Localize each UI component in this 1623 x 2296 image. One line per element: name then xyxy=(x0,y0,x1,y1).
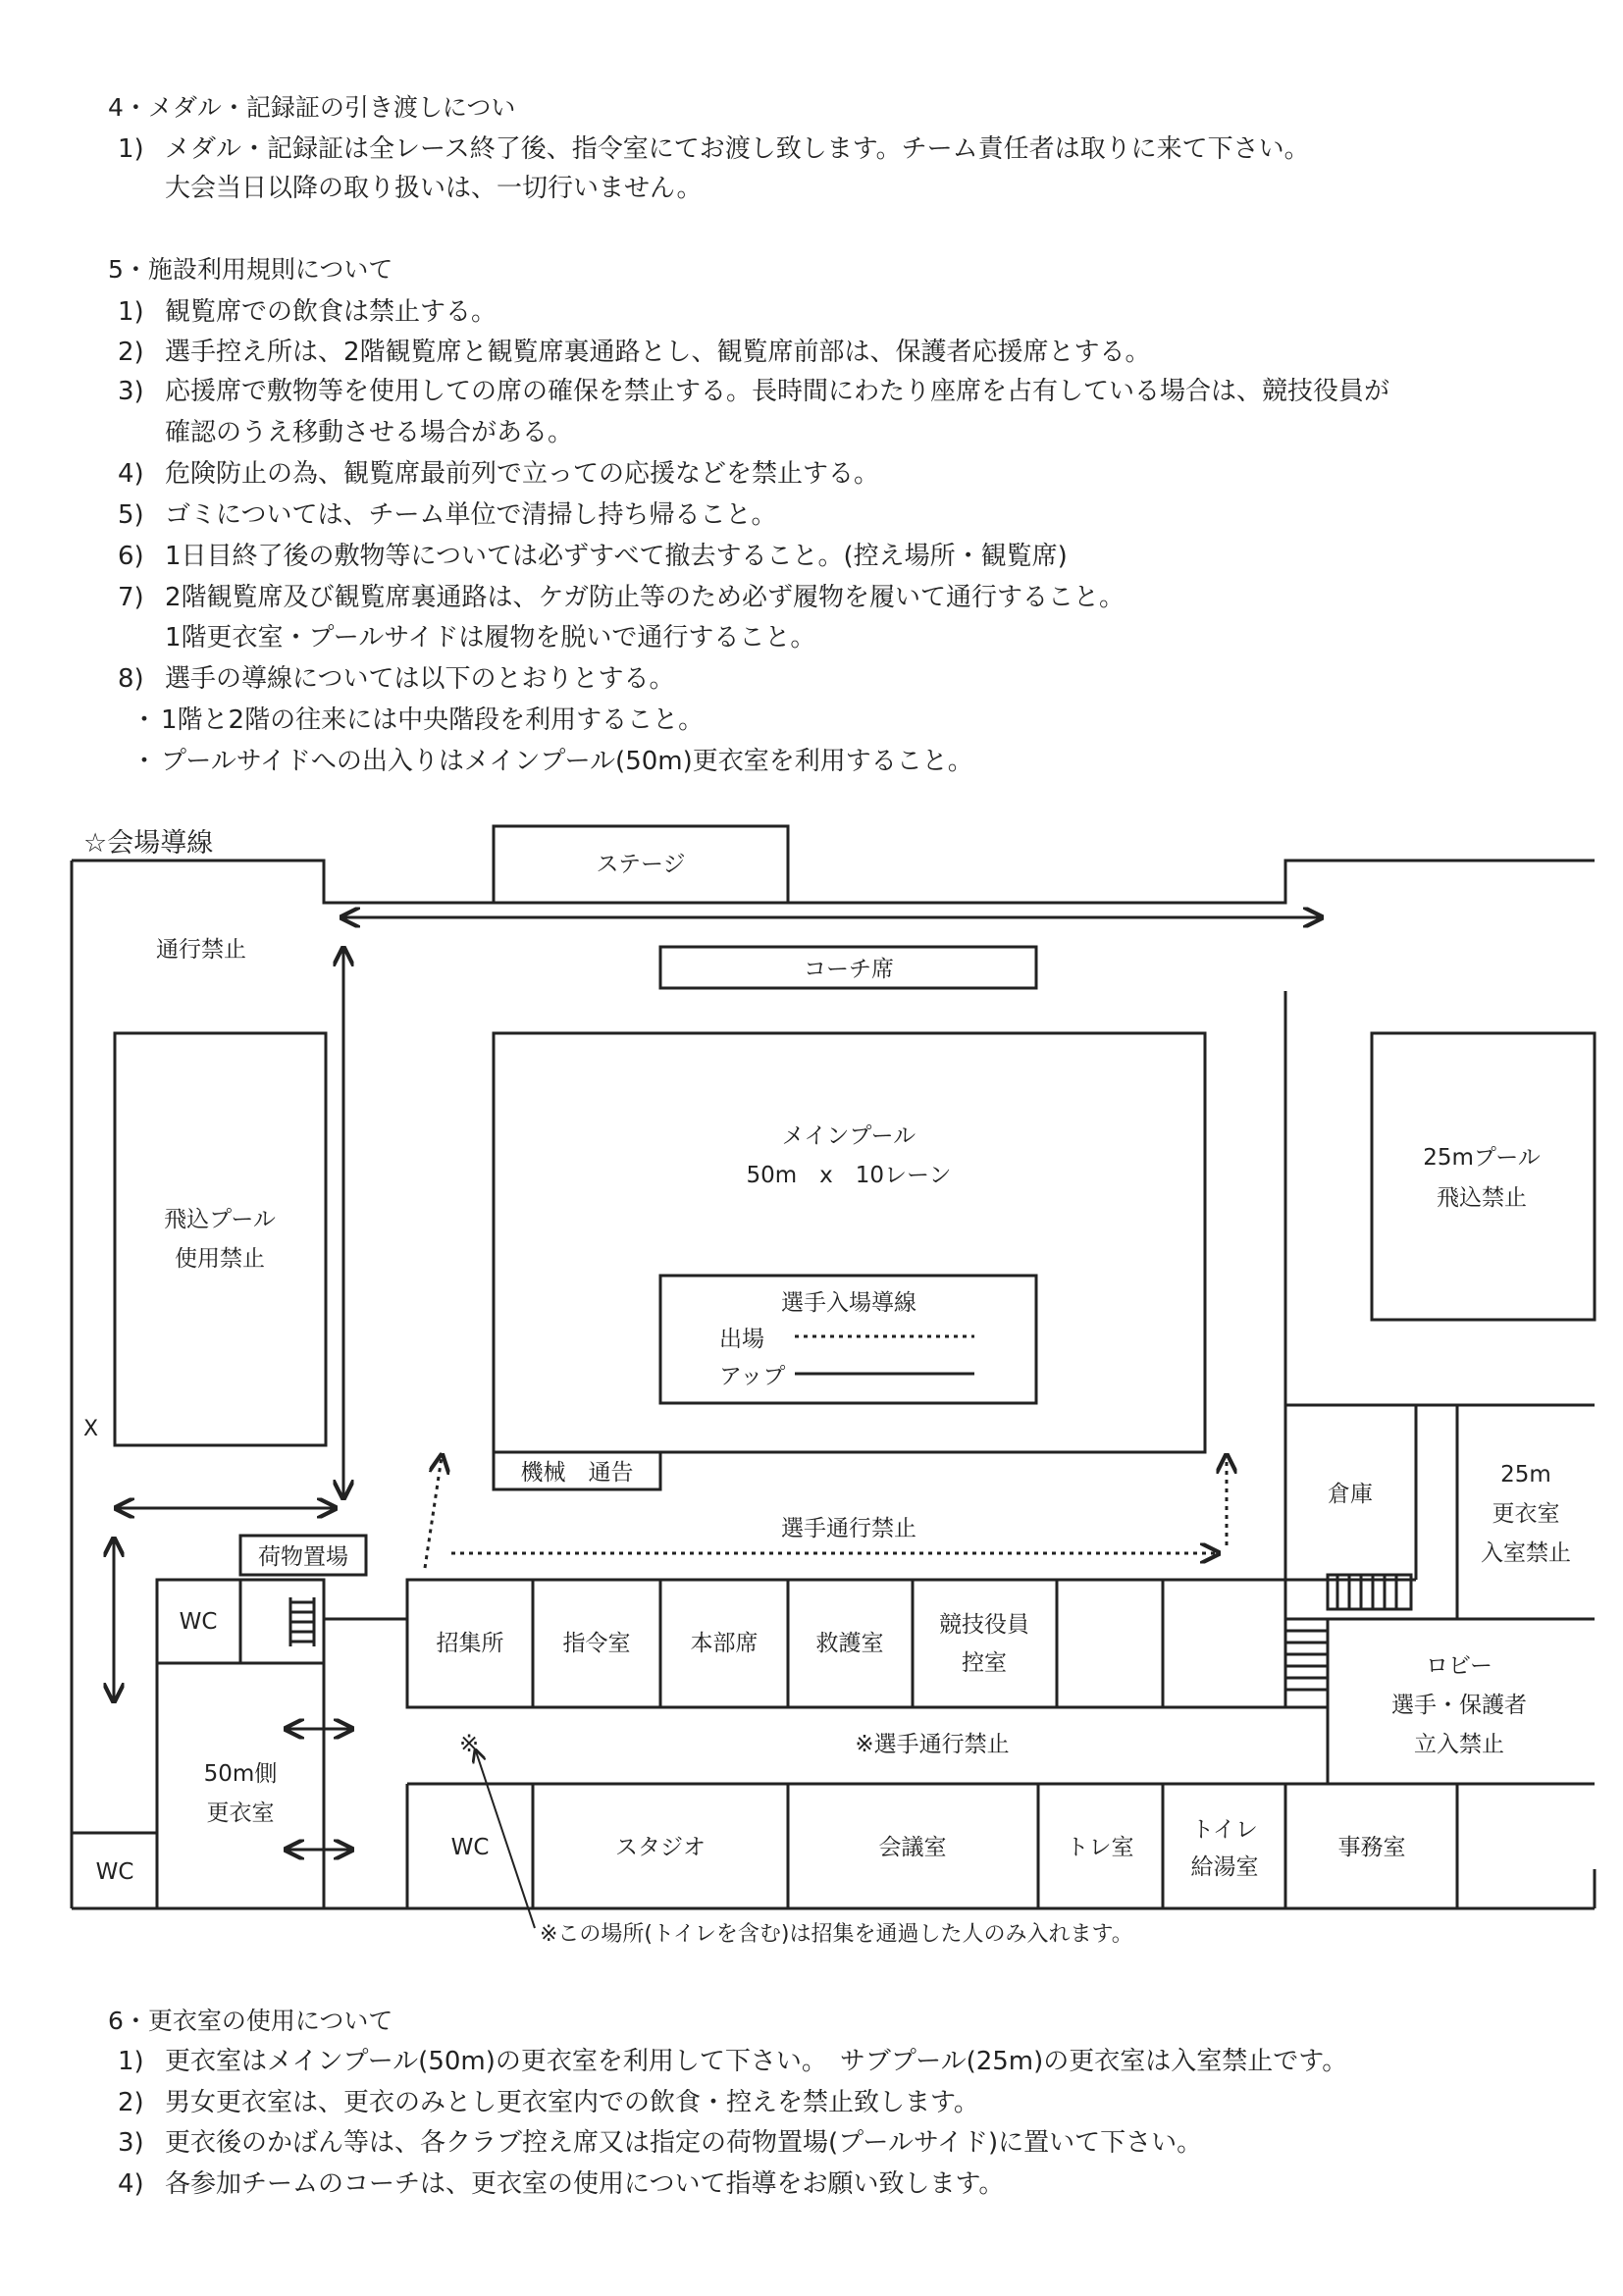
item-number: 4) xyxy=(118,2169,144,2199)
pool-25m-status: 飛込禁止 xyxy=(1437,1185,1527,1211)
locker-25m-label-1: 25m xyxy=(1500,1462,1551,1487)
section-4-item-1-cont: 大会当日以降の取り扱いは、一切行いません。 xyxy=(165,174,703,203)
room-label-toilet-2: 給湯室 xyxy=(1190,1854,1259,1880)
item-number: 6) xyxy=(118,542,144,571)
legend-exit-label: 出場 xyxy=(719,1327,764,1352)
venue-outer-wall xyxy=(72,861,1595,903)
section-6-item-2 xyxy=(118,2082,979,2118)
baggage-label: 荷物置場 xyxy=(258,1544,348,1570)
item-number: 3) xyxy=(118,2128,144,2158)
item-number: 4) xyxy=(118,459,144,489)
room-label-toilet-1: トイレ xyxy=(1191,1817,1258,1843)
asterisk-mark: ※ xyxy=(458,1730,480,1757)
x-mark: X xyxy=(83,1417,99,1441)
room-label-first-aid: 救護室 xyxy=(815,1631,884,1656)
item-text: ゴミについては、チーム単位で清掃し持ち帰ること。 xyxy=(165,500,777,530)
legend-title: 選手入場導線 xyxy=(781,1290,916,1316)
item-number: 2) xyxy=(118,338,144,367)
pool-25m-label: 25mプール xyxy=(1423,1145,1541,1171)
bullet-mark: ・ xyxy=(131,747,158,776)
no-entry-label: 通行禁止 xyxy=(156,937,246,963)
room-label-wc-south: WC xyxy=(450,1835,490,1860)
storage-label: 倉庫 xyxy=(1328,1482,1373,1507)
main-pool-label: メインプール xyxy=(781,1123,916,1149)
pool-25m xyxy=(1372,1033,1595,1320)
diving-pool-label: 飛込プール xyxy=(164,1207,276,1232)
item-number: 3) xyxy=(118,377,144,406)
item-number: 8) xyxy=(118,664,144,694)
section-5-item-7-cont: 1階更衣室・プールサイドは履物を脱いで通行すること。 xyxy=(165,623,816,652)
item-number: 5) xyxy=(118,500,144,530)
room-label-command: 指令室 xyxy=(562,1631,631,1656)
section-4-title: 4・メダル・記録証の引き渡しについ xyxy=(108,93,516,122)
legend-up-label: アップ xyxy=(719,1364,786,1389)
locker-50m-label-1: 50m側 xyxy=(203,1761,278,1787)
item-number: 7) xyxy=(118,583,144,612)
map-note: ※この場所(トイレを含む)は招集を通過した人のみ入れます。 xyxy=(540,1922,1133,1947)
item-text: 更衣後のかばん等は、各クラブ控え席又は指定の荷物置場(プールサイド)に置いて下さい。 xyxy=(165,2128,1203,2158)
room-row-south xyxy=(407,1784,1595,1908)
item-text: 男女更衣室は、更衣のみとし更衣室内での飲食・控えを禁止致します。 xyxy=(165,2088,979,2117)
locker-25m-label-2: 更衣室 xyxy=(1492,1501,1560,1527)
locker-50m-label-2: 更衣室 xyxy=(206,1800,275,1826)
lobby-label-1: ロビー xyxy=(1425,1653,1493,1679)
diving-pool xyxy=(115,1033,326,1445)
diving-pool-status: 使用禁止 xyxy=(175,1246,265,1272)
room-label-training: トレ室 xyxy=(1066,1835,1134,1860)
corridor-no-pass-label: ※選手通行禁止 xyxy=(855,1732,1010,1757)
bullet-text: プールサイドへの出入りはメインプール(50m)更衣室を利用すること。 xyxy=(161,747,973,776)
item-text: 1日目終了後の敷物等については必ずすべて撤去すること。(控え場所・観覧席) xyxy=(165,542,1068,571)
item-text: 応援席で敷物等を使用しての席の確保を禁止する。長時間にわたり座席を占有している場合は、競技役員が xyxy=(165,377,1390,406)
room-label-studio: スタジオ xyxy=(615,1835,706,1860)
main-pool xyxy=(494,1033,1205,1452)
room-label-assembly: 招集所 xyxy=(436,1631,504,1656)
item-text: 選手控え所は、2階観覧席と観覧席裏通路とし、観覧席前部は、保護者応援席とする。 xyxy=(165,338,1151,367)
dotted-path-up-left xyxy=(425,1457,442,1568)
item-text: 更衣室はメインプール(50m)の更衣室を利用して下さい。 サブプール(25m)の更衣室は入室禁止です。 xyxy=(165,2047,1348,2076)
section-6-item-1 xyxy=(118,2041,1347,2077)
wc-nw-label: WC xyxy=(179,1609,218,1635)
map-title: ☆会場導線 xyxy=(83,828,214,859)
section-6-item-3 xyxy=(118,2122,1202,2159)
section-5-item-3-cont: 確認のうえ移動させる場合がある。 xyxy=(165,418,574,447)
locker-25m-label-3: 入室禁止 xyxy=(1481,1540,1571,1566)
item-number: 2) xyxy=(118,2088,144,2117)
machine-label: 機械 通告 xyxy=(520,1460,634,1486)
item-text: 各参加チームのコーチは、更衣室の使用について指導をお願い致します。 xyxy=(165,2169,1005,2199)
section-6-item-4 xyxy=(118,2164,1004,2200)
room-label-officials-2: 控室 xyxy=(962,1650,1007,1676)
item-text: 2階観覧席及び観覧席裏通路は、ケガ防止等のため必ず履物を履いて通行すること。 xyxy=(165,583,1126,612)
lobby-label-2: 選手・保護者 xyxy=(1391,1693,1527,1718)
room-label-headquarters: 本部席 xyxy=(690,1631,759,1656)
main-pool-size: 50m x 10レーン xyxy=(746,1163,952,1188)
bullet-mark: ・ xyxy=(131,705,158,735)
item-number: 1) xyxy=(118,134,144,164)
item-text: メダル・記録証は全レース終了後、指令室にてお渡し致します。チーム責任者は取りに来て下さい。 xyxy=(165,134,1310,164)
bullet-text: 1階と2階の往来には中央階段を利用すること。 xyxy=(161,705,705,735)
item-text: 危険防止の為、観覧席最前列で立っての応援などを禁止する。 xyxy=(165,459,880,489)
lobby-label-3: 立入禁止 xyxy=(1414,1732,1504,1757)
room-label-officials-1: 競技役員 xyxy=(939,1612,1029,1638)
wc-sw-label: WC xyxy=(95,1859,134,1885)
coach-seats-label: コーチ席 xyxy=(804,957,894,982)
room-label-meeting: 会議室 xyxy=(878,1835,947,1860)
stage-label: ステージ xyxy=(596,852,686,877)
room-label-office: 事務室 xyxy=(1337,1835,1406,1860)
item-text: 観覧席での飲食は禁止する。 xyxy=(165,297,497,327)
item-text: 選手の導線については以下のとおりとする。 xyxy=(165,664,675,694)
item-number: 1) xyxy=(118,2047,144,2076)
item-number: 1) xyxy=(118,297,144,327)
athlete-no-pass-label: 選手通行禁止 xyxy=(781,1516,916,1541)
section-5-title: 5・施設利用規則について xyxy=(108,255,393,284)
section-6-title: 6・更衣室の使用について xyxy=(108,2007,393,2035)
